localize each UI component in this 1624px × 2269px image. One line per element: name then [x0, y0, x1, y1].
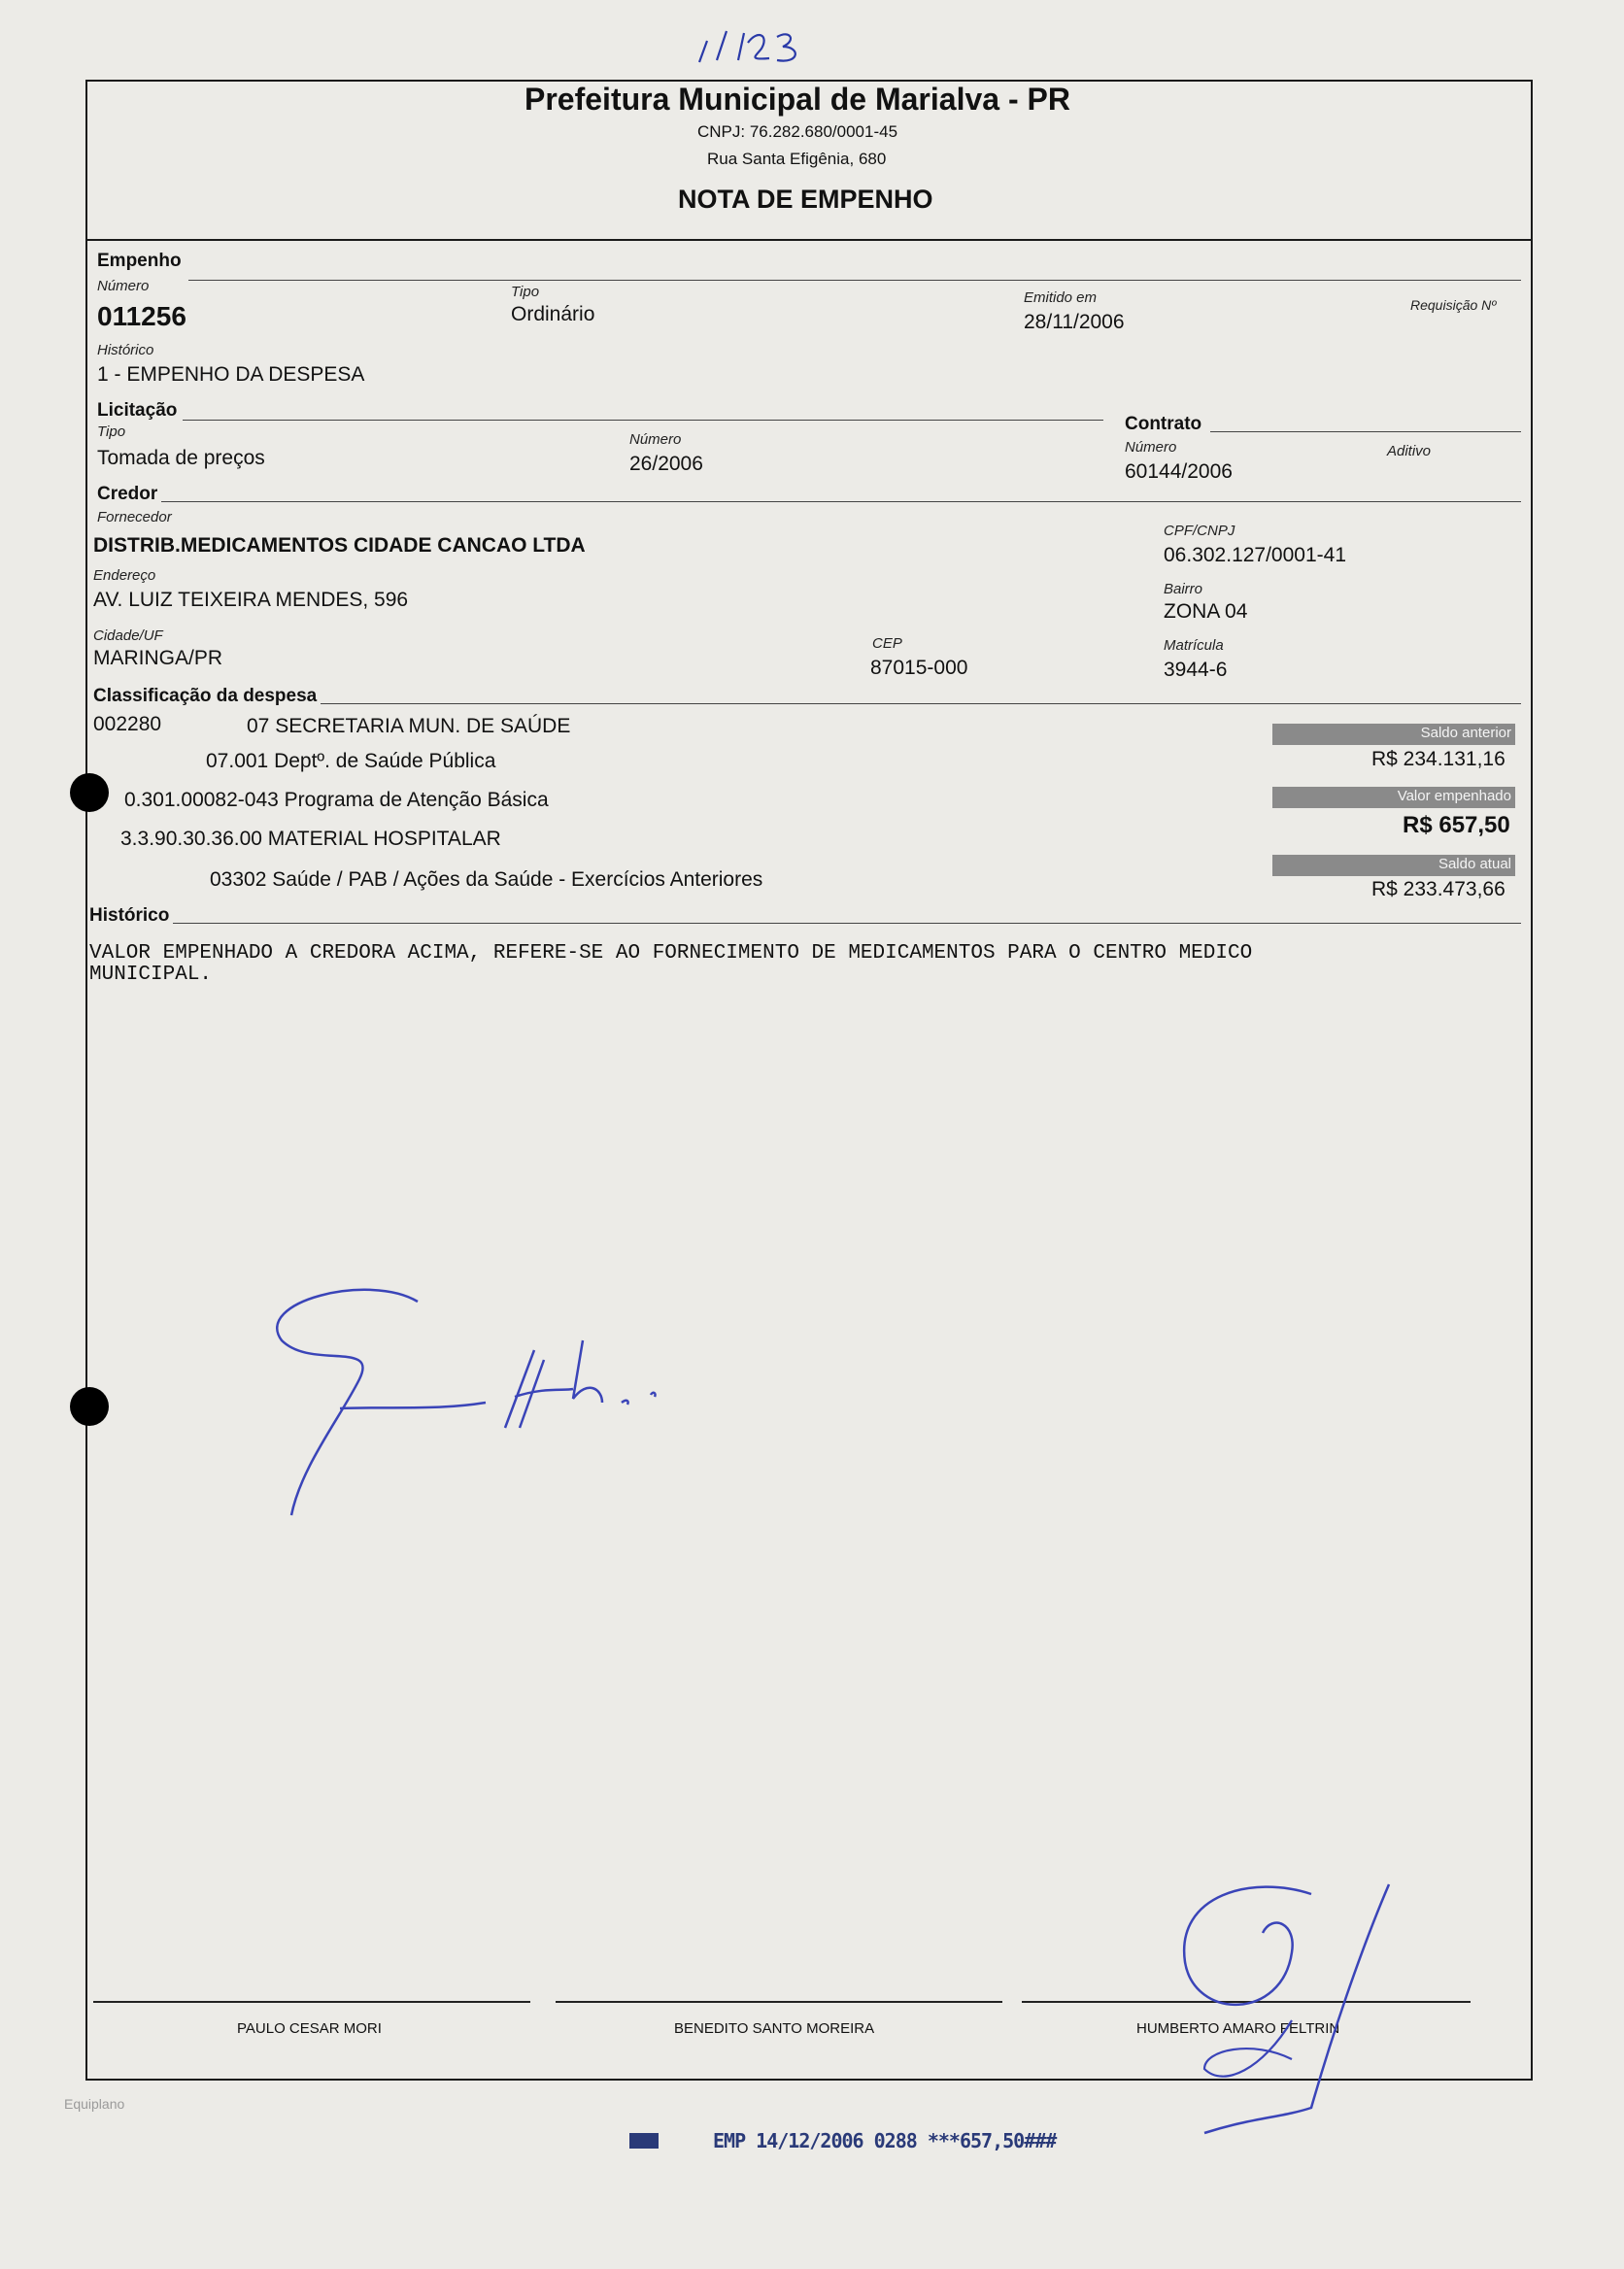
signature-line-2: [556, 2001, 1002, 2003]
empenho-tipo: Ordinário: [511, 303, 595, 325]
licitacao-tipo: Tomada de preços: [97, 447, 265, 469]
cidade: MARINGA/PR: [93, 647, 223, 669]
cpf-cnpj: 06.302.127/0001-41: [1164, 544, 1347, 566]
divider: [183, 420, 1103, 421]
punch-hole: [70, 1387, 109, 1426]
emitido-date: 28/11/2006: [1024, 311, 1125, 333]
handwritten-signature: [253, 1282, 738, 1535]
label-fornecedor: Fornecedor: [97, 509, 172, 525]
saldo-anterior: R$ 234.131,16: [1371, 748, 1506, 770]
document-title: NOTA DE EMPENHO: [678, 185, 933, 214]
label-requisicao: Requisição Nº: [1410, 297, 1497, 313]
divider: [161, 501, 1521, 502]
section-licitacao: Licitação: [97, 400, 178, 421]
label-numero: Número: [97, 278, 150, 294]
divider: [1210, 431, 1521, 432]
handwritten-page-number: [680, 21, 874, 70]
label-licitacao-numero: Número: [629, 431, 682, 448]
endereco: AV. LUIZ TEIXEIRA MENDES, 596: [93, 589, 409, 611]
divider: [188, 280, 1521, 281]
section-contrato: Contrato: [1125, 414, 1202, 434]
classificacao-line4: 3.3.90.30.36.00 MATERIAL HOSPITALAR: [120, 828, 501, 850]
bairro: ZONA 04: [1164, 600, 1248, 623]
divider: [321, 703, 1521, 704]
empenho-numero: 011256: [97, 301, 186, 331]
cep: 87015-000: [870, 657, 968, 679]
historico-line2: MUNICIPAL.: [89, 964, 213, 986]
label-emitido: Emitido em: [1024, 289, 1098, 306]
fornecedor-name: DISTRIB.MEDICAMENTOS CIDADE CANCAO LTDA: [93, 534, 586, 557]
label-licitacao-tipo: Tipo: [97, 423, 126, 440]
label-tipo: Tipo: [511, 284, 540, 300]
label-cidade: Cidade/UF: [93, 627, 163, 644]
section-historico: Histórico: [89, 905, 170, 926]
label-contrato-numero: Número: [1125, 439, 1177, 456]
label-cpf: CPF/CNPJ: [1164, 523, 1235, 539]
classificacao-line3: 0.301.00082-043 Programa de Atenção Básica: [124, 789, 549, 811]
saldo-atual: R$ 233.473,66: [1371, 878, 1506, 900]
signature-line-1: [93, 2001, 530, 2003]
classificacao-line5: 03302 Saúde / PAB / Ações da Saúde - Exercícios Anteriores: [210, 868, 763, 891]
label-aditivo: Aditivo: [1387, 443, 1432, 459]
empenho-historico: 1 - EMPENHO DA DESPESA: [97, 363, 365, 386]
label-historico-empenho: Histórico: [97, 342, 154, 358]
stamp-mark-icon: [629, 2133, 659, 2149]
address-text: Rua Santa Efigênia, 680: [707, 150, 887, 168]
footer-brand: Equiplano: [64, 2096, 125, 2112]
mechanical-stamp: EMP 14/12/2006 0288 ***657,50###: [713, 2129, 1057, 2152]
classificacao-code: 002280: [93, 713, 162, 735]
matricula: 3944-6: [1164, 659, 1228, 681]
contrato-numero: 60144/2006: [1125, 460, 1233, 483]
label-matricula: Matrícula: [1164, 637, 1224, 654]
cnpj-text: CNPJ: 76.282.680/0001-45: [697, 122, 898, 141]
punch-hole: [70, 773, 109, 812]
handwritten-signature-right: [1146, 1875, 1399, 2137]
signature-name-3: HUMBERTO AMARO FELTRIN: [1136, 2020, 1340, 2037]
section-classificacao: Classificação da despesa: [93, 686, 318, 706]
page-title: Prefeitura Municipal de Marialva - PR: [524, 82, 1070, 117]
signature-name-2: BENEDITO SANTO MOREIRA: [674, 2020, 875, 2037]
historico-line1: VALOR EMPENHADO A CREDORA ACIMA, REFERE-SE AO FORNECIMENTO DE MEDICAMENTOS PARA O CENTRO MEDICO: [89, 942, 1253, 965]
licitacao-numero: 26/2006: [629, 453, 703, 475]
label-endereco: Endereço: [93, 567, 156, 584]
valor-empenhado: R$ 657,50: [1403, 812, 1510, 838]
label-cep: CEP: [872, 635, 902, 652]
signature-name-1: PAULO CESAR MORI: [237, 2020, 382, 2037]
valor-empenhado-label: Valor empenhado: [1272, 787, 1515, 808]
section-credor: Credor: [97, 484, 158, 504]
classificacao-line2: 07.001 Deptº. de Saúde Pública: [206, 750, 496, 772]
saldo-anterior-label: Saldo anterior: [1272, 724, 1515, 745]
header-separator: [85, 239, 1533, 241]
classificacao-line1: 07 SECRETARIA MUN. DE SAÚDE: [247, 715, 571, 737]
label-bairro: Bairro: [1164, 581, 1203, 597]
saldo-atual-label: Saldo atual: [1272, 855, 1515, 876]
divider: [173, 923, 1521, 924]
section-empenho: Empenho: [97, 251, 182, 271]
